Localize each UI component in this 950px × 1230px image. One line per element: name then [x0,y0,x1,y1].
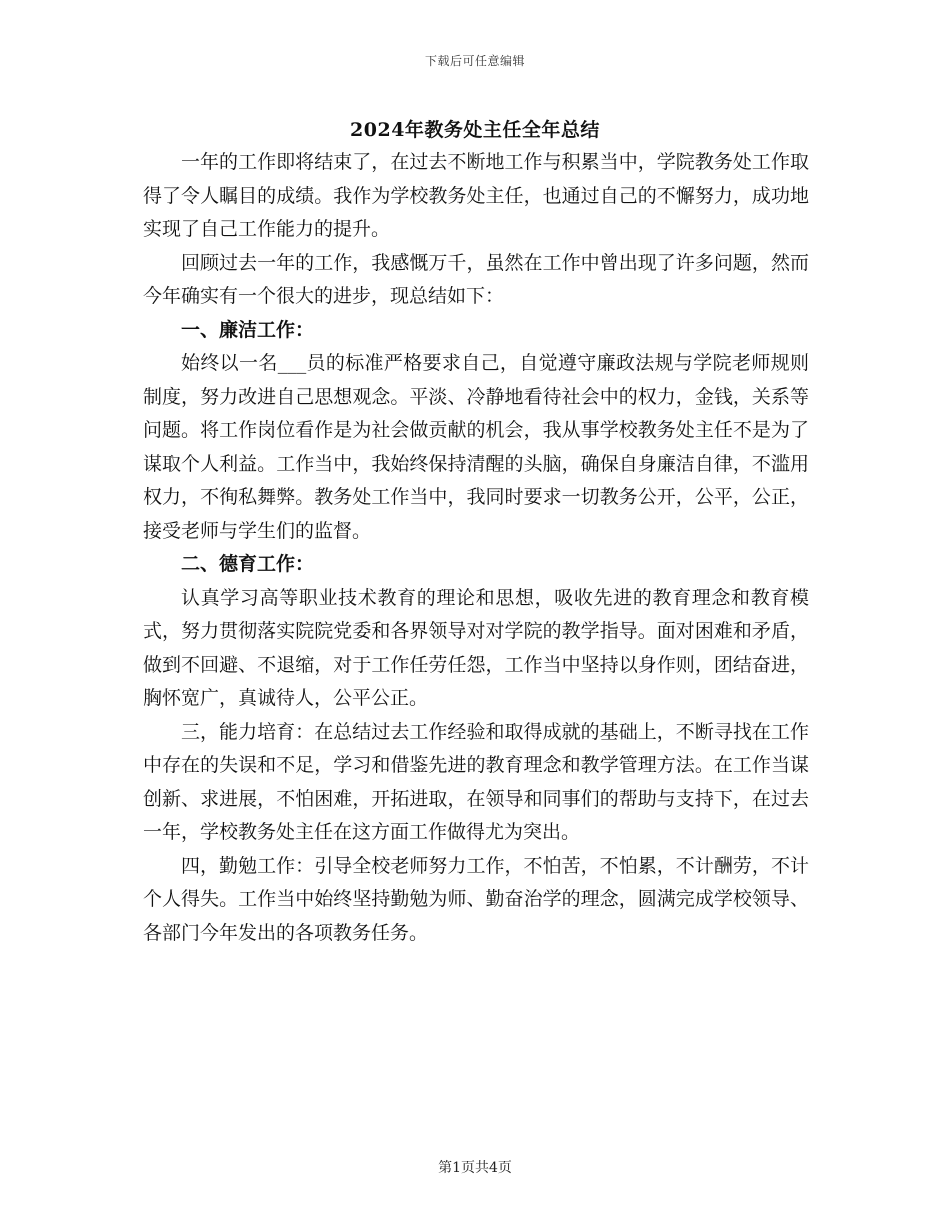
paragraph-intro: 一年的工作即将结束了，在过去不断地工作与积累当中，学院教务处工作取得了令人瞩目的成绩。我作为学校教务处主任，也通过自己的不懈努力，成功地实现了自己工作能力的提升。 [143,151,809,240]
paragraph-review: 回顾过去一年的工作，我感慨万千，虽然在工作中曾出现了许多问题，然而今年确实有一个很大的进步，现总结如下： [143,251,809,307]
paragraph-ability: 三，能力培育：在总结过去工作经验和取得成就的基础上，不断寻找在工作中存在的失误和不足，学习和借鉴先进的教育理念和教学管理方法。在工作当谋创新、求进展，不怕困难，开拓进取，在领导和同事们的帮助与支持下，在过去一年，学校教务处主任在这方面工作做得尤为突出。 [143,720,809,843]
document-body [143,146,809,950]
paragraph-integrity: 始终以一名___员的标准严格要求自己，自觉遵守廉政法规与学院老师规则制度，努力改进自己思想观念。平淡、冷静地看待社会中的权力，金钱，关系等问题。将工作岗位看作是为社会做贡献的机会，我从事学校教务处主任不是为了谋取个人利益。工作当中，我始终保持清醒的头脑，确保自身廉洁自律，不滥用权力，不徇私舞弊。教务处工作当中，我同时要求一切教务公开，公平，公正，接受老师与学生们的监督。 [143,352,809,542]
section-heading-integrity: 一、廉洁工作： [181,318,315,341]
header-note: 下载后可任意编辑 [424,54,525,68]
document-title: 2024年教务处主任全年总结 [350,119,600,141]
section-heading-moral-education: 二、德育工作： [181,553,315,575]
paragraph-moral-education: 认真学习高等职业技术教育的理论和思想，吸收先进的教育理念和教育模式，努力贯彻落实院院党委和各界领导对对学院的教学指导。面对困难和矛盾，做到不回避、不退缩，对于工作任劳任怨，工作当中坚持以身作则，团结奋进，胸怀宽广，真诚待人，公平公正。 [143,586,809,709]
page-footer: 第1页共4页 [438,1160,512,1176]
paragraph-diligence: 四，勤勉工作：引导全校老师努力工作，不怕苦，不怕累，不计酬劳，不计个人得失。工作当中始终坚持勤勉为师、勤奋治学的理念，圆满完成学校领导、各部门今年发出的各项教务任务。 [143,854,809,944]
